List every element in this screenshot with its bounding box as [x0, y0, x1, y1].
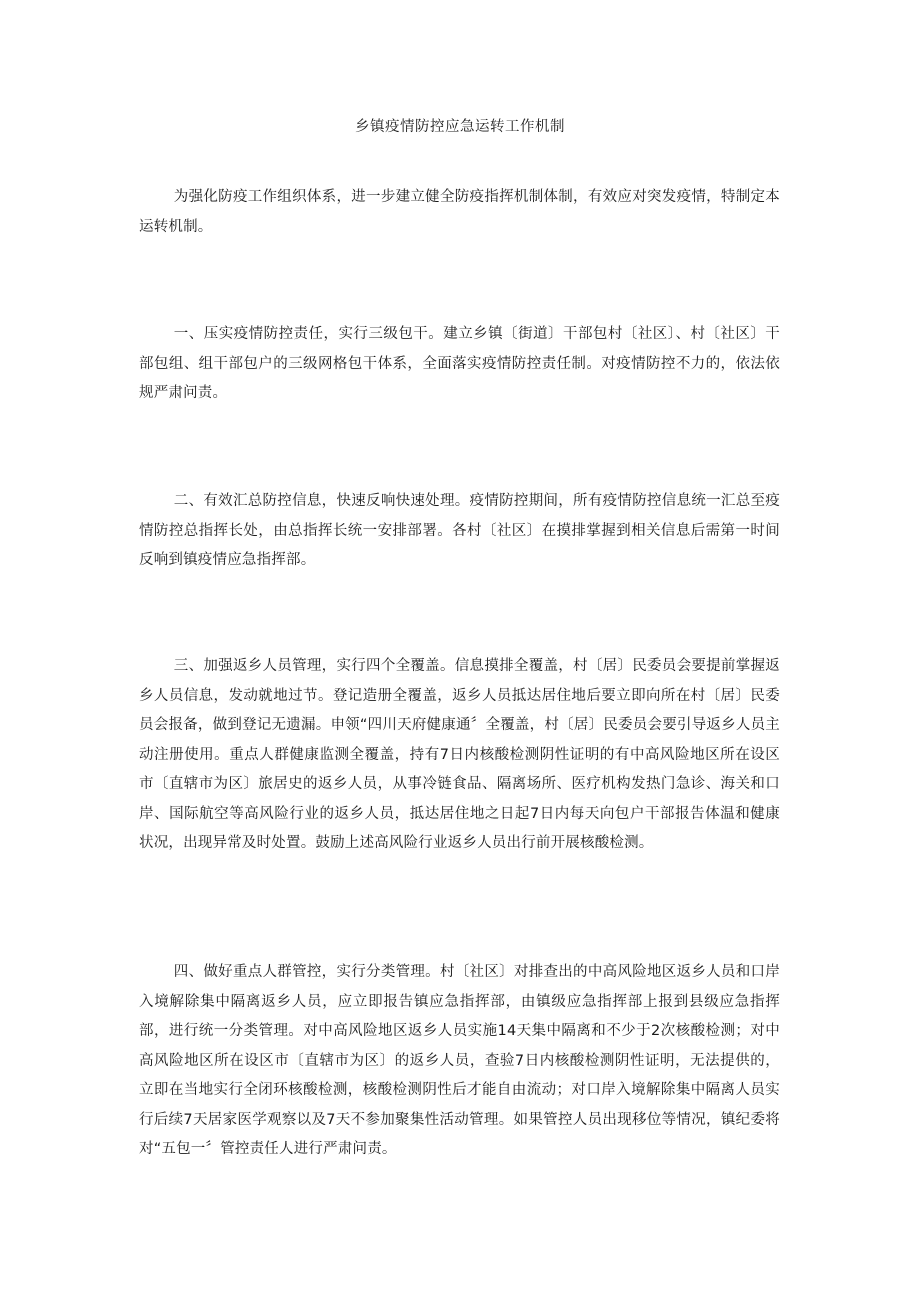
section-paragraph-3: 三、加强返乡人员管理，实行四个全覆盖。信息摸排全覆盖，村〔居〕民委员会要提前掌握返乡人员信息，发动就地过节。登记造册全覆盖，返乡人员抵达居住地后要立即向所在村〔居〕民委员会报备，做到登记无遗漏。申领“四川天府健康通〞全覆盖，村〔居〕民委员会要引导返乡人员主动注册使用。重点人群健康监测全覆盖，持有7日内核酸检测阴性证明的有中高风险地区所在设区市〔直辖市为区〕旅居史的返乡人员，从事冷链食品、隔离场所、医疗机构发热门急诊、海关和口岸、国际航空等高风险行业的返乡人员，抵达居住地之日起7日内每天向包户干部报告体温和健康状况，出现异常及时处置。鼓励上述高风险行业返乡人员出行前开展核酸检测。 [139, 658, 780, 851]
document-title: 乡镇疫情防控应急运转工作机制 [355, 119, 565, 135]
intro-paragraph: 为强化防疫工作组织体系，进一步建立健全防疫指挥机制体制，有效应对突发疫情，特制定本运转机制。 [139, 189, 780, 235]
section-paragraph-1: 一、压实疫情防控责任，实行三级包干。建立乡镇〔街道〕干部包村〔社区〕、村〔社区〕干部包组、组干部包户的三级网格包干体系，全面落实疫情防控责任制。对疫情防控不力的，依法依规严肃问责。 [139, 326, 780, 401]
section-paragraph-4: 四、做好重点人群管控，实行分类管理。村〔社区〕对排查出的中高风险地区返乡人员和口岸入境解除集中隔离返乡人员，应立即报告镇应急指挥部，由镇级应急指挥部上报到县级应急指挥部，进行统一分类管理。对中高风险地区返乡人员实施14天集中隔离和不少于2次核酸检测；对中高风险地区所在设区市〔直辖市为区〕的返乡人员，查验7日内核酸检测阴性证明，无法提供的，立即在当地实行全闭环核酸检测，核酸检测阴性后才能自由流动；对口岸入境解除集中隔离人员实行后续7天居家医学观察以及7天不参加聚集性活动管理。如果管控人员出现移位等情况，镇纪委将对“五包一〞管控责任人进行严肃问责。 [139, 964, 780, 1157]
section-paragraph-2: 二、有效汇总防控信息，快速反响快速处理。疫情防控期间，所有疫情防控信息统一汇总至疫情防控总指挥长处，由总指挥长统一安排部署。各村〔社区〕在摸排掌握到相关信息后需第一时间反响到镇疫情应急指挥部。 [139, 493, 780, 568]
